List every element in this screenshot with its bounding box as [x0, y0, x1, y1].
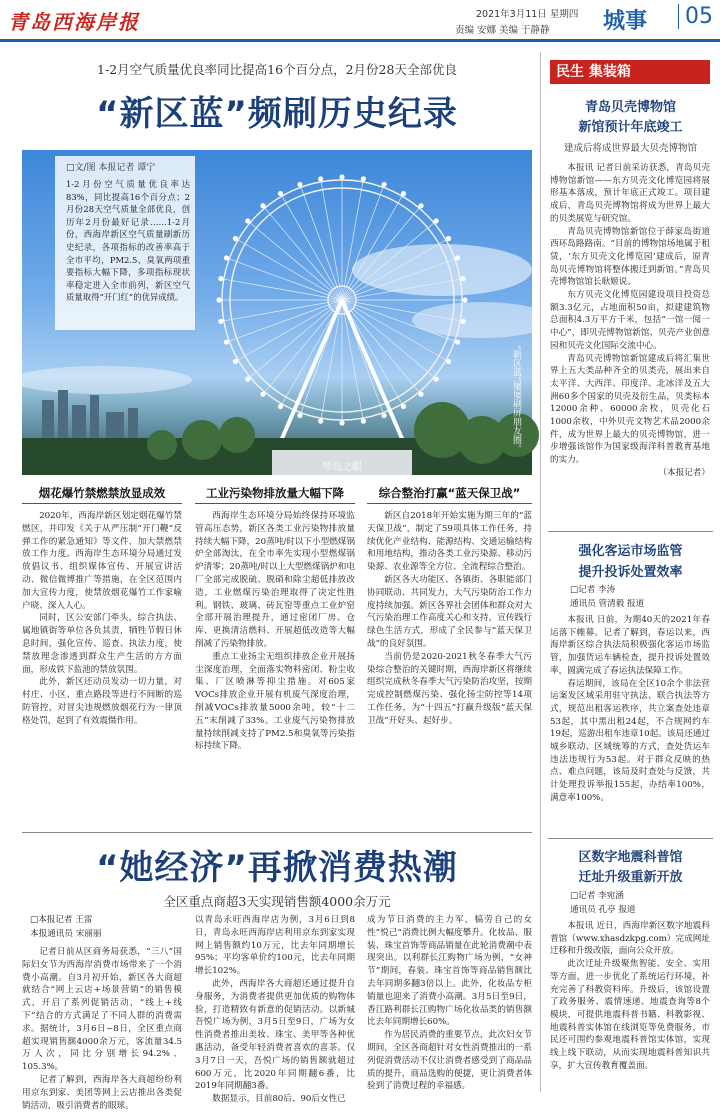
editors-line: 责编 安娜 美编 于静静	[455, 25, 550, 36]
story-divider	[22, 832, 532, 833]
wheel-cabin	[446, 359, 451, 364]
shell-museum-body	[550, 162, 710, 526]
wheel-cabin	[455, 255, 460, 260]
paragraph: 本报讯 记者日前采访获悉，青岛贝壳博物馆新馆——东方贝壳文化博览园将展形基本落成，预计年底正式竣工。项目建成后，青岛贝壳博物馆将成为世界上最大的贝类展览与研究馆。	[550, 163, 710, 224]
page-number: 05	[678, 4, 713, 29]
transport-body	[550, 614, 710, 834]
minsheng-banner: 民生 集装箱	[550, 60, 710, 84]
article-divider	[548, 531, 713, 532]
transport-byline-reporter: □记者 李涛	[570, 585, 616, 595]
wheel-cabin	[260, 392, 265, 397]
wheel-cabin	[218, 319, 223, 324]
wheel-cabin	[245, 376, 250, 381]
lead-column-1	[22, 510, 182, 826]
issue-date: 2021年3月11日 星期四	[476, 9, 579, 20]
wheel-cabin	[455, 339, 460, 344]
subhead-rule	[22, 503, 182, 504]
wheel-cabin	[218, 276, 223, 281]
paragraph: 西海岸生态环境分局始终保持环境监管高压态势，新区各类工业污染物排放量持续大幅下降，20蒸吨/时以下小型燃煤锅炉全部淘汰，在全市率先实现小型燃煤锅炉清零；20蒸吨/时以上大型燃煤锅炉和电厂全部完成脱硫、脱硝和除尘超低排放改造，工业燃煤污染治理取得了决定性胜利。钢铁、玻璃、砖瓦窑等重点工业炉窑全部开展治理提升，通过密闭厂房、仓库、更换清洁燃料、开展超低改造等大幅削减了污染物排放。	[195, 511, 355, 649]
paragraph: 记者日前从区商务局获悉，“三八”国际妇女节为西海岸消费市场带来了一个消费小高潮。自3月初开始，新区各大商超就结合“网上云店+场景营销”的销售模式，开启了系列促销活动，“线上+线下”结合的方式满足了不同人群的消费需求。据统计，3月6日~8日，全区重点商超实现销售额4000余万元，客流量34.5万人次，同比分别增长94.2%、105.3%。	[22, 947, 182, 1073]
subhead-industry: 工业污染物排放量大幅下降	[206, 486, 344, 500]
earthquake-byline-reporter: □记者 李宛涵	[570, 891, 624, 901]
wheel-cabin	[462, 297, 467, 302]
photo-caption: “新区蓝”屡屡刷屏朋友圈。	[511, 345, 521, 454]
wheel-cabin	[418, 392, 423, 397]
earthquake-body	[550, 920, 710, 1094]
wheel-cabin	[260, 203, 265, 208]
paragraph: 青岛贝壳博物馆新馆建成后将汇集世界上五大类品种齐全的贝类壳，展出来自太平洋、大西洋、印度洋、北冰洋及五大洲60多个国家的贝壳及衍生品，贝类标本12000余种、60000余枚，贝壳化石1000余枚，中外贝壳文物艺术品2000余件，成为世界上最大的贝壳博物馆，进一步增强该馆作为国家级海洋科普教育基地的实力。	[550, 353, 710, 466]
wheel-cabin	[245, 218, 250, 223]
article-signoff: （本报记者）	[658, 467, 710, 478]
lead-intro: 1-2月份空气质量优良率达83%，同比提高16个百分点；2月份28天空气质量全部优良，创历年2月份最好记录……1-2月份，西海岸新区空气质量刷新历史纪录，各项指标的改善率高于全市平均，PM2.5、臭氧两项重要指标大幅下降，多项指标现状率稳定进入全市前列，新区空气质量取得“开门红”的优异成绩。	[66, 179, 190, 303]
wheel-cabin	[318, 419, 323, 424]
wheel-cabin	[278, 191, 283, 196]
paragraph: 成为节日消费的主力军，犒劳自己的女性“悦己”消费比例大幅度攀升。化妆品、服装、珠宝首饰等商品销量在此轮消费潮中表现突出。以利群长江购物广场为例，“女神节”期间，春装、珠宝首饰等商品销售额比去年同期多翻3倍以上。此外，化妆品专柜销量也迎来了消费小高潮。3月5日至9日，香江路利群长江购物广场化妆品类的销售额比去年同期增长60%。	[367, 915, 532, 1028]
wheel-cabin	[216, 297, 221, 302]
lead-column-3	[367, 510, 532, 826]
paragraph: 数据显示，目前80后、90后女性已	[212, 1094, 346, 1105]
paragraph: 本报讯 日前，为期40天的2021年春运落下帷幕。记者了解到，春运以来，西海岸新区综合执法局积极强化客运市场监管，加强货运车辆检查，提升投诉处置效率，圆满完成了春运执法保障工作。	[550, 615, 710, 676]
wheel-cabin	[297, 413, 302, 418]
wheel-cabin	[418, 203, 423, 208]
wheel-cabin	[381, 182, 386, 187]
wheel-cabin	[233, 359, 238, 364]
paragraph: 此次迁址升级聚焦智能、安全、实用等方面，进一步优化了系统运行环境，补充完善了科教资料库。升级后，该馆设置了政务服务、震情速递、地震查询等8个模块，可提供地震科普书籍、科教影视、地震科普实体馆在线浏览等免费服务，市民还可围约参观地震科普馆实体馆，实现线上线下联动，从而实现地震科普知识共享，扩大宣传教育覆盖面。	[550, 959, 710, 1071]
wheel-cabin	[224, 255, 229, 260]
paragraph: 东方贝壳文化博览园建设项目投资总额3.3亿元，占地面积50亩，拟建建筑物总面积4.3万平方千米，包括“一馆一阅一中心”，即贝壳博物馆新馆、贝壳产业创意园和贝壳文化国际交流中心。	[550, 290, 710, 351]
wheel-cabin	[318, 176, 323, 181]
shell-museum-subhead: 建成后将成世界最大贝壳博物馆	[563, 143, 697, 154]
paragraph: 重点工业扬尘无组织排放企业开展扬尘深度治理，全面落实物料密闭、粉尘收集、厂区喷淋等抑尘措施。对605家VOCs排放企业开展有机废气深度治理，削减VOCs排放量5000余吨，较“十二五”末削减了33%。工业废气污染物排放量持续削减支持了PM2.5和臭氧等污染指标持续下降。	[195, 651, 355, 752]
lead-kicker: 1-2月空气质量优良率同比提高16个百分点，2月份28天全部优良	[97, 62, 457, 77]
earthquake-byline-correspondent: 通讯员 孔亭 报道	[570, 905, 636, 915]
earthquake-headline-2: 迁址升级重新开放	[578, 870, 683, 885]
wheel-cabin	[233, 236, 238, 241]
paragraph: 记者了解到，西海岸各大商超纷纷利用京东到家、美团等网上云店推出各类促销活动，吸引消费者的眼球。	[22, 1074, 182, 1111]
shell-museum-headline-2: 新馆预计年底竣工	[578, 120, 683, 135]
paragraph: 青岛贝壳博物馆新馆位于薛家岛街道西环岛路路南。“目前的博物馆场地属于租赁，‘东方贝壳文化博览园’建成后，原青岛贝壳博物馆将整体搬迁到新馆。”青岛贝壳博物馆馆长耿姬说。	[550, 226, 710, 288]
paragraph: 此外，新区还动员发动一切力量，对村庄、小区、重点路段等进行不间断的巡防管控，对冒尖违规燃放烟花行为一律顶格处罚，起到了有效震慑作用。	[22, 677, 182, 726]
subhead-rule	[367, 503, 532, 504]
section-name: 城事	[603, 9, 648, 34]
paragraph: 本报讯 近日，西海岸新区数字地震科普馆（www.xhasdzkpg.com）完成网址迁移和升级改版，面向公众开放。	[550, 921, 710, 957]
wheel-cabin	[361, 419, 366, 424]
wheel-cabin	[434, 376, 439, 381]
lead-byline: □文/图 本报记者 谭宁	[66, 163, 156, 173]
second-headline: “她经济”再掀消费热潮	[96, 848, 458, 888]
lead-headline: “新区蓝”频刷历史纪录	[96, 94, 458, 134]
paragraph: 此外，西海岸各大商超还通过提升自身服务，为消费者提供更加优质的购物体验，打造精致有新意的促销活动。以新城吾悦广场为例，3月5日至9日，广场为女性消费者推出美妆、珠宝、美甲等各种优惠活动，备受年轻消费者喜欢的喜茶。仅3月7日一天，吾悦广场的销售额就超过600万元，比2020年同期翻6番，比2019年同期翻3番。	[195, 978, 355, 1092]
wheel-cabin	[401, 191, 406, 196]
newspaper-logo: 青岛西海岸报	[8, 10, 140, 34]
paragraph: 春运期间，该局在全区10余个非法营运案发区域采用驻守执法、联合执法等方式，规范出租客运秩序，共立案查处违章53起，其中黑出租24起，不合规网约车19起，巡游出租车违章10起。该局还通过城乡联动、区域统筹的方式，查处货运车违法违规行为53起。对于群众反映的热点、难点问题，该局及时查处与反馈，共计处理投诉举报155起，办结率100%，满意率100%。	[550, 678, 710, 803]
second-column-1	[22, 946, 182, 1111]
paragraph: 当前仍是2020-2021秋冬春季大气污染综合整治的关键时期，西海岸新区将继续组织完成秋冬春季大气污染防治攻坚，按期完成控制燃煤污染、强化扬尘防控等14项工作任务，为“十四五”打赢升级版“蓝天保卫战”开好头、起好步。	[367, 651, 532, 726]
wheel-cabin	[361, 176, 366, 181]
wheel-cabin	[401, 404, 406, 409]
shell-museum-headline-1: 青岛贝壳博物馆	[584, 100, 676, 115]
wheel-cabin	[461, 276, 466, 281]
paragraph: 作为居民消费的重要节点，此次妇女节期间，全区各商超针对女性消费推出的一系列促消费活动不仅让消费者感受到了商品品质的提升，商品选购的便捷，更让消费者体验到了消费过程的幸福感。	[367, 1030, 532, 1092]
transport-headline-1: 强化客运市场监管	[578, 544, 683, 559]
wheel-cabin	[278, 404, 283, 409]
second-byline-reporter: □本报记者 王雷	[30, 915, 93, 925]
second-kicker: 全区重点商超3天实现销售额4000余万元	[163, 894, 391, 909]
wheel-cabin	[461, 319, 466, 324]
wheel-cabin	[297, 182, 302, 187]
wheel-cabin	[434, 218, 439, 223]
paragraph: 新区自2018年开始实施为期三年的“蓝天保卫战”，制定了59项具体工作任务，持续优化产业结构、能源结构、交通运输结构和用地结构，推动各类工业污染源、移动污染源、农业源等全方位、全流程综合整治。	[367, 511, 532, 573]
lead-column-2	[195, 510, 355, 826]
subhead-fireworks: 烟花爆竹禁燃禁放显成效	[38, 486, 166, 500]
paragraph: 以青岛永旺西海岸店为例，3月6日到8日，青岛永旺西海岸店利用京东到家实现网上销售额约10万元，比去年同期增长95%；平均客单价约100元，比去年同期增长102%。	[195, 915, 355, 977]
wheel-cabin	[224, 339, 229, 344]
second-column-3	[367, 914, 532, 1094]
subhead-rule	[195, 503, 355, 504]
paragraph: 新区各大功能区、各镇街、各职能部门协同联动、共同发力，大气污染防治工作力度持续加强。新区各界社会团体和群众对大气污染治理工作高度关心和支持，宣传践行绿色生活方式，形成了全民参与“蓝天保卫战”的良好氛围。	[367, 574, 532, 649]
wheel-cabin	[339, 174, 344, 179]
earthquake-headline-1: 区数字地震科普馆	[578, 850, 683, 865]
subhead-bluesky: 综合整治打赢“蓝天保卫战”	[378, 486, 521, 500]
transport-byline-correspondent: 通讯员 管清毅 报道	[570, 599, 645, 609]
wheel-cabin	[446, 236, 451, 241]
wheel-cabin	[339, 420, 344, 425]
second-byline-correspondent: 本报通讯员 宋丽丽	[30, 929, 102, 939]
ferris-wheel-sign: 琴岛之眼	[322, 462, 362, 473]
column-separator	[540, 52, 541, 1092]
paragraph: 同时，区公安部门牵头，综合执法、属地镇街等单位各负其责，牺牲节假日休息时间，强化宣传、巡查、执法力度，使禁放理念渗透到群众生产生活的方方面面，形成铁下监池的禁放氛围。	[22, 613, 182, 675]
article-divider	[548, 838, 713, 839]
second-column-2	[195, 914, 355, 1105]
paragraph: 2020年，西海岸新区划定烟花爆竹禁燃区，并印发《关于从严压制“开门鞭”反弹工作的紧急通知》等文件，加大禁燃禁放工作力度。西海岸生态环境分局通过发放倡议书、组织媒体宣传、开展宣讲活动、微信微博推广等措施，在全区范围内加大宣传力度，使禁放烟花爆竹工作家喻户晓、深入人心。	[22, 511, 182, 611]
transport-headline-2: 提升投诉处置效率	[578, 565, 683, 580]
wheel-cabin	[381, 413, 386, 418]
